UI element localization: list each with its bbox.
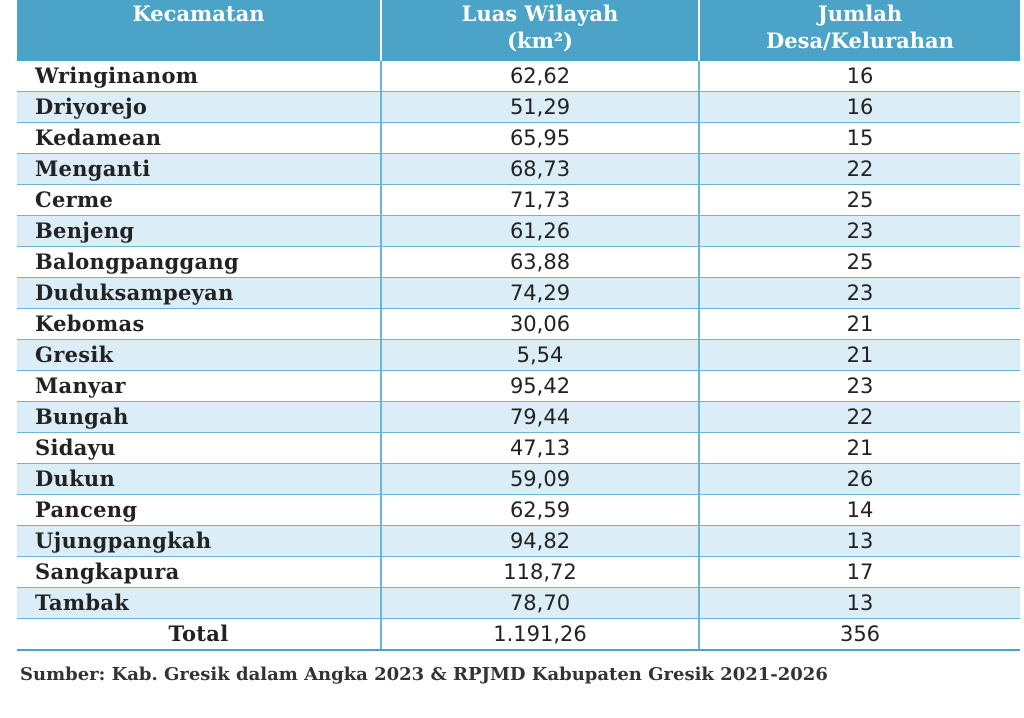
kecamatan-cell: Manyar (17, 371, 381, 402)
kecamatan-cell: Kebomas (17, 309, 381, 340)
table-row (17, 557, 1020, 588)
luas-wilayah-cell: 74,29 (381, 278, 699, 309)
total-villages-cell: 356 (699, 619, 1020, 651)
jumlah-desa-cell: 23 (699, 371, 1020, 402)
luas-wilayah-cell: 47,13 (381, 433, 699, 464)
luas-wilayah-cell: 63,88 (381, 247, 699, 278)
table-row (17, 340, 1020, 371)
jumlah-desa-cell: 21 (699, 433, 1020, 464)
jumlah-desa-cell: 25 (699, 247, 1020, 278)
luas-wilayah-cell: 118,72 (381, 557, 699, 588)
kecamatan-cell: Tambak (17, 588, 381, 619)
table-row (17, 92, 1020, 123)
kecamatan-cell: Sidayu (17, 433, 381, 464)
luas-wilayah-cell: 30,06 (381, 309, 699, 340)
luas-wilayah-cell: 59,09 (381, 464, 699, 495)
jumlah-desa-cell: 16 (699, 92, 1020, 123)
jumlah-desa-cell: 22 (699, 402, 1020, 433)
luas-wilayah-cell: 62,62 (381, 61, 699, 92)
table-row (17, 61, 1020, 92)
header-kecamatan: Kecamatan (17, 0, 381, 61)
luas-wilayah-cell: 79,44 (381, 402, 699, 433)
header-row (17, 0, 1020, 61)
kecamatan-cell: Panceng (17, 495, 381, 526)
kecamatan-cell: Cerme (17, 185, 381, 216)
jumlah-desa-cell: 16 (699, 61, 1020, 92)
kecamatan-cell: Kedamean (17, 123, 381, 154)
kecamatan-cell: Balongpanggang (17, 247, 381, 278)
table-row (17, 402, 1020, 433)
luas-wilayah-cell: 61,26 (381, 216, 699, 247)
jumlah-desa-cell: 13 (699, 588, 1020, 619)
table-row (17, 309, 1020, 340)
luas-wilayah-cell: 71,73 (381, 185, 699, 216)
table-body (17, 61, 1020, 650)
district-table (17, 0, 1020, 651)
source-note: Sumber: Kab. Gresik dalam Angka 2023 & RPJMD Kabupaten Gresik 2021-2026 (20, 664, 828, 685)
jumlah-desa-cell: 14 (699, 495, 1020, 526)
kecamatan-cell: Sangkapura (17, 557, 381, 588)
table-row (17, 278, 1020, 309)
jumlah-desa-cell: 26 (699, 464, 1020, 495)
table-row (17, 433, 1020, 464)
total-area-cell: 1.191,26 (381, 619, 699, 651)
luas-wilayah-cell: 5,54 (381, 340, 699, 371)
table-container (17, 0, 1020, 651)
jumlah-desa-cell: 23 (699, 216, 1020, 247)
table-row (17, 495, 1020, 526)
table-row (17, 123, 1020, 154)
kecamatan-cell: Wringinanom (17, 61, 381, 92)
jumlah-desa-cell: 17 (699, 557, 1020, 588)
jumlah-desa-cell: 21 (699, 340, 1020, 371)
kecamatan-cell: Ujungpangkah (17, 526, 381, 557)
table-row (17, 526, 1020, 557)
table-row (17, 185, 1020, 216)
kecamatan-cell: Dukun (17, 464, 381, 495)
table-row (17, 247, 1020, 278)
kecamatan-cell: Bungah (17, 402, 381, 433)
jumlah-desa-cell: 23 (699, 278, 1020, 309)
luas-wilayah-cell: 51,29 (381, 92, 699, 123)
kecamatan-cell: Duduksampeyan (17, 278, 381, 309)
jumlah-desa-cell: 15 (699, 123, 1020, 154)
header-luas-wilayah: Luas Wilayah (km²) (381, 0, 699, 61)
total-label-cell: Total (17, 619, 381, 651)
kecamatan-cell: Gresik (17, 340, 381, 371)
header-jumlah-desa: Jumlah Desa/Kelurahan (699, 0, 1020, 61)
table-row (17, 588, 1020, 619)
kecamatan-cell: Benjeng (17, 216, 381, 247)
jumlah-desa-cell: 22 (699, 154, 1020, 185)
total-row (17, 619, 1020, 651)
jumlah-desa-cell: 13 (699, 526, 1020, 557)
table-row (17, 464, 1020, 495)
table-row (17, 371, 1020, 402)
luas-wilayah-cell: 78,70 (381, 588, 699, 619)
luas-wilayah-cell: 68,73 (381, 154, 699, 185)
luas-wilayah-cell: 65,95 (381, 123, 699, 154)
table-row (17, 154, 1020, 185)
kecamatan-cell: Menganti (17, 154, 381, 185)
jumlah-desa-cell: 25 (699, 185, 1020, 216)
luas-wilayah-cell: 62,59 (381, 495, 699, 526)
jumlah-desa-cell: 21 (699, 309, 1020, 340)
table-row (17, 216, 1020, 247)
luas-wilayah-cell: 95,42 (381, 371, 699, 402)
luas-wilayah-cell: 94,82 (381, 526, 699, 557)
table-header (17, 0, 1020, 61)
kecamatan-cell: Driyorejo (17, 92, 381, 123)
